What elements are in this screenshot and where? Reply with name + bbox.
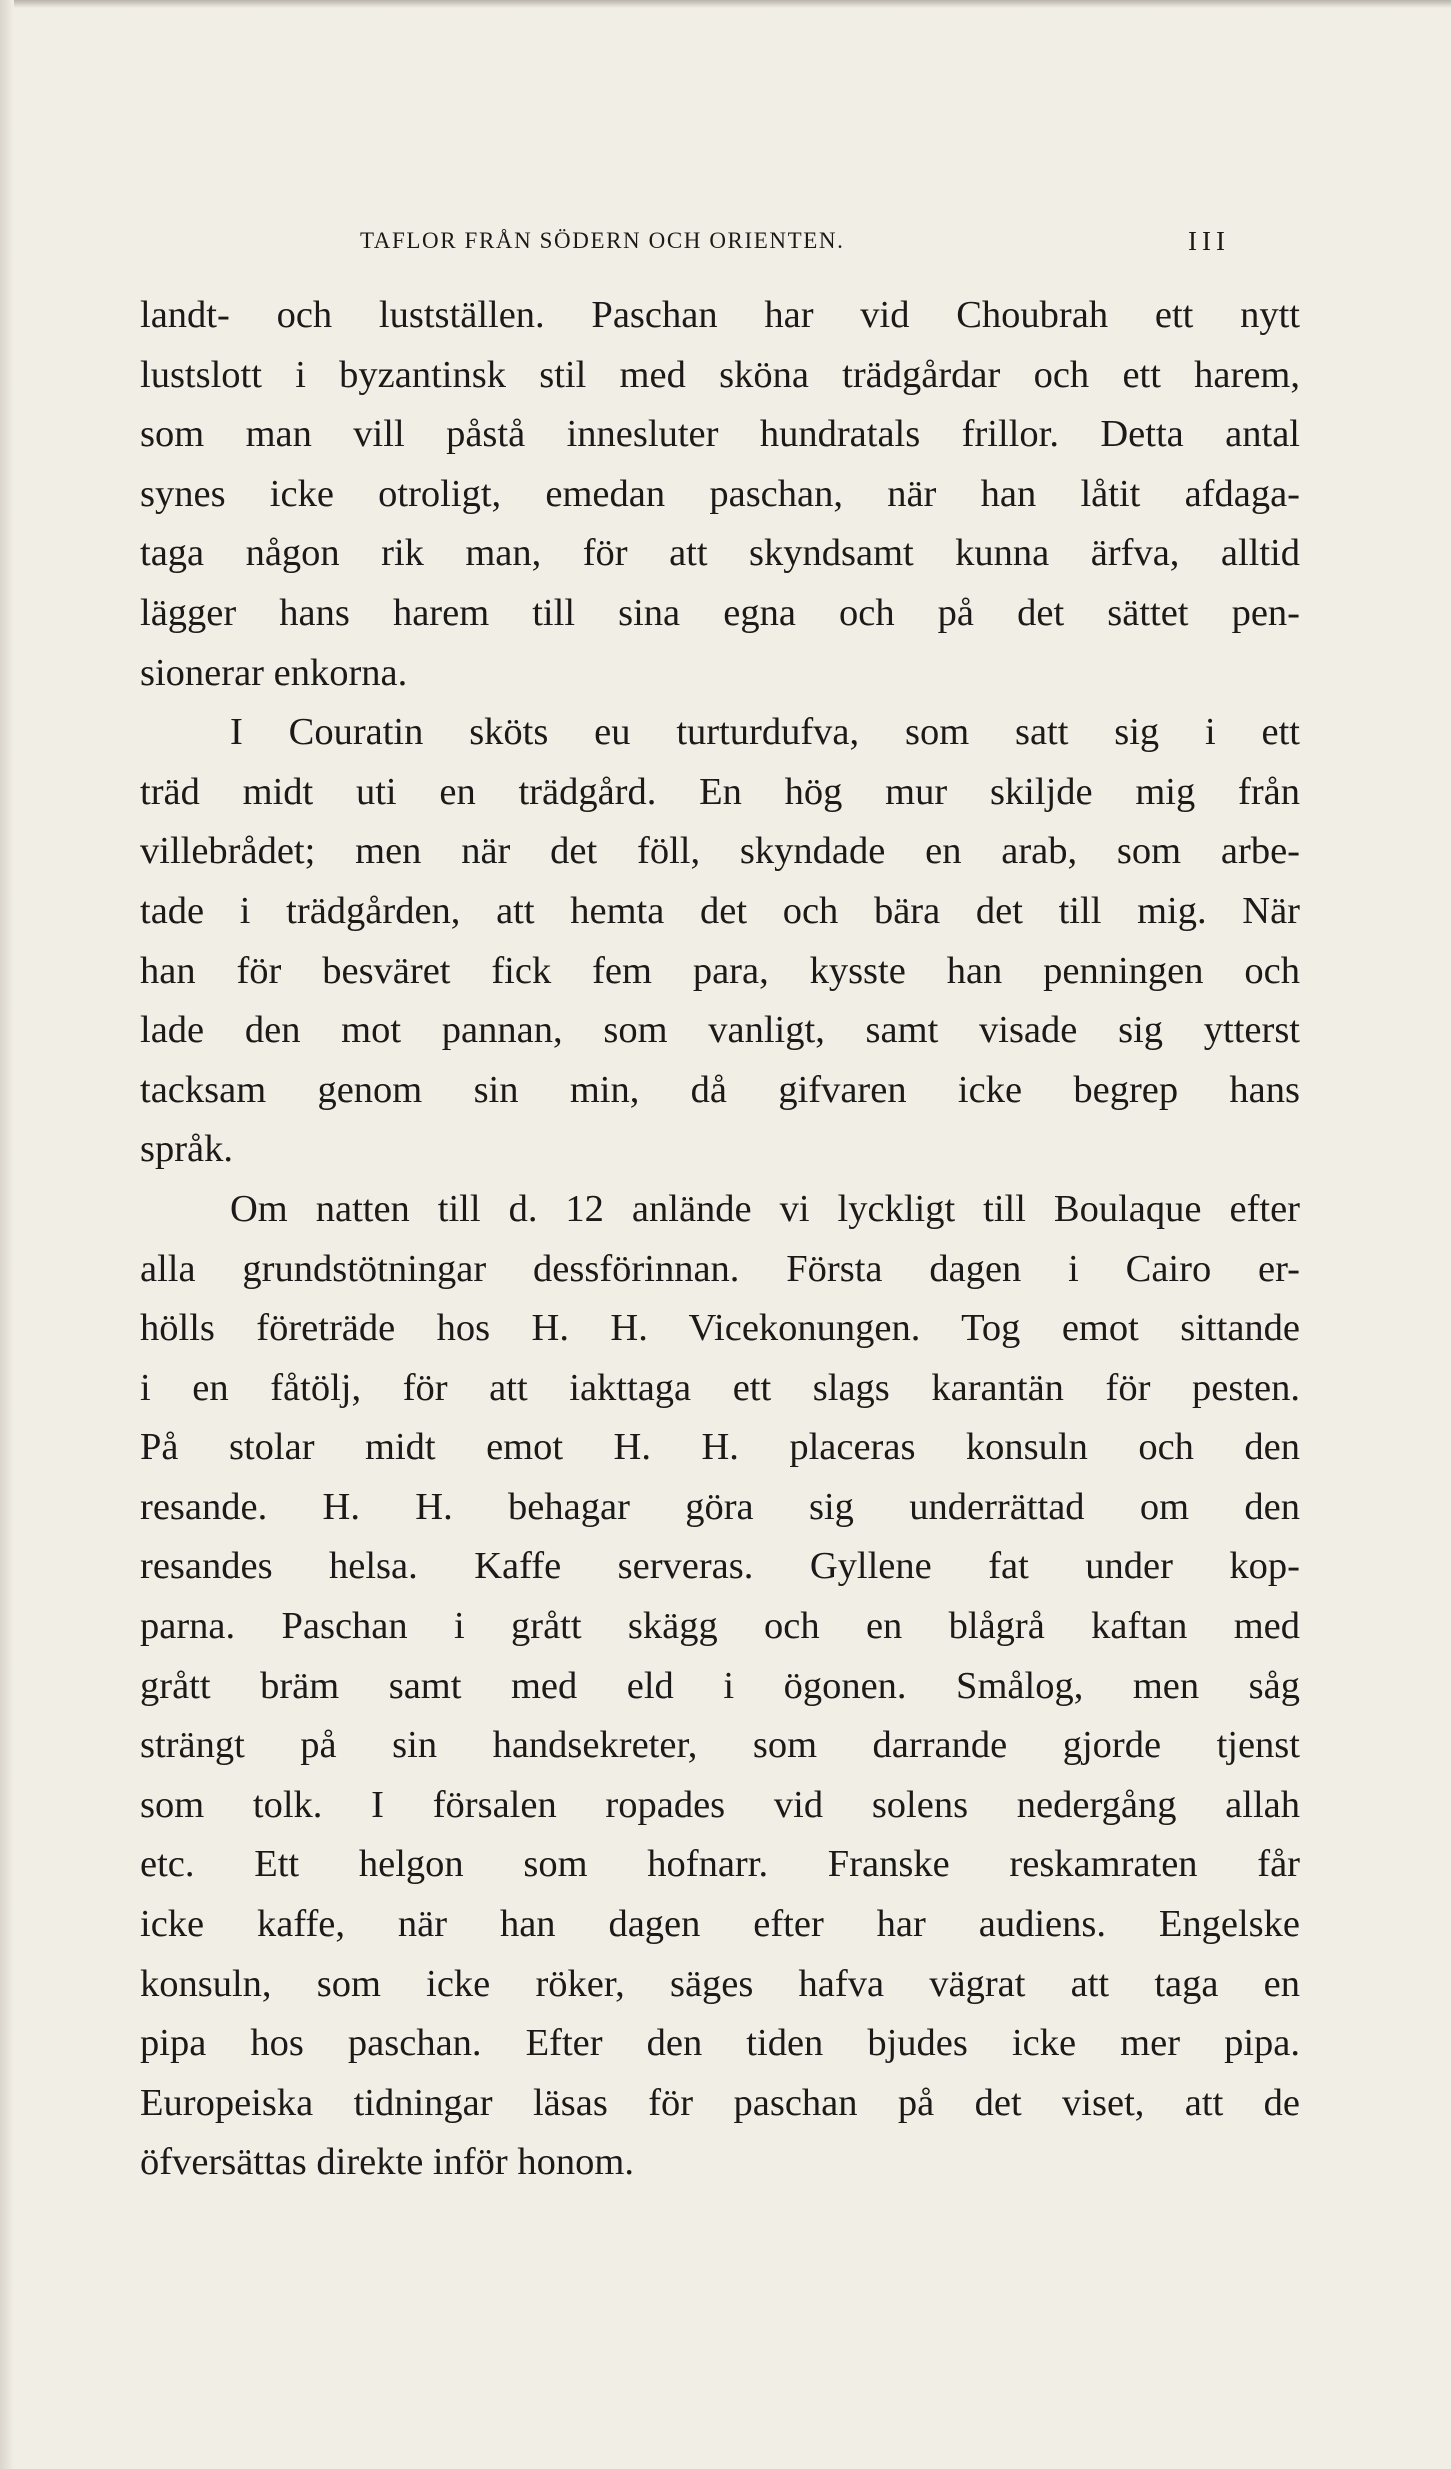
text-line: i en fåtölj, för att iakttaga ett slags karantän för pesten.: [140, 1366, 1300, 1409]
text-line: taga någon rik man, för att skyndsamt kunna ärfva, alltid: [140, 532, 1300, 575]
text-line: som tolk. I försalen ropades vid solens nedergång allah: [140, 1783, 1300, 1826]
text-line: lägger hans harem till sina egna och på det sättet pen-: [140, 591, 1300, 634]
text-line: pipa hos paschan. Efter den tiden bjudes icke mer pipa.: [140, 2022, 1300, 2065]
text-line: språk.: [140, 1128, 234, 1171]
text-line: På stolar midt emot H. H. placeras konsuln och den: [140, 1426, 1300, 1469]
body-text: [140, 286, 1300, 2193]
running-title: TAFLOR FRÅN SÖDERN OCH ORIENTEN.: [360, 228, 845, 253]
text-line: öfversättas direkte inför honom.: [140, 2141, 634, 2184]
page-left-edge: [0, 0, 14, 2469]
text-line: landt- och lustställen. Paschan har vid Choubrah ett nytt: [140, 294, 1300, 336]
text-line: resande. H. H. behagar göra sig underrättad om den: [140, 1485, 1300, 1528]
text-line: hölls företräde hos H. H. Vicekonungen. Tog emot sittande: [140, 1307, 1300, 1350]
text-line: synes icke otroligt, emedan paschan, när han låtit afdaga-: [140, 472, 1300, 515]
text-line: lade den mot pannan, som vanligt, samt visade sig ytterst: [140, 1009, 1300, 1052]
text-line: icke kaffe, när han dagen efter har audiens. Engelske: [140, 1903, 1300, 1946]
text-line: träd midt uti en trädgård. En hög mur skiljde mig från: [140, 770, 1300, 813]
text-line: etc. Ett helgon som hofnarr. Franske reskamraten får: [140, 1843, 1300, 1886]
text-line: resandes helsa. Kaffe serveras. Gyllene fat under kop-: [140, 1545, 1300, 1588]
running-head: [360, 228, 1240, 268]
text-line: som man vill påstå innesluter hundratals frillor. Detta antal: [140, 413, 1300, 456]
text-line: Europeiska tidningar läsas för paschan på det viset, att de: [140, 2081, 1300, 2124]
paragraph-start-line: Om natten till d. 12 anlände vi lyckligt till Boulaque efter: [230, 1187, 1300, 1230]
text-line: sionerar enkorna.: [140, 651, 408, 694]
page-top-edge: [0, 0, 1451, 8]
text-line: lustslott i byzantinsk stil med sköna trädgårdar och ett harem,: [140, 353, 1300, 396]
text-line: konsuln, som icke röker, säges hafva vägrat att taga en: [140, 1962, 1300, 2005]
paragraph-start-line: I Couratin sköts eu turturdufva, som satt sig i ett: [230, 711, 1300, 754]
text-line: tacksam genom sin min, då gifvaren icke begrep hans: [140, 1068, 1300, 1111]
text-line: strängt på sin handsekreter, som darrande gjorde tjenst: [140, 1724, 1300, 1767]
text-line: grått bräm samt med eld i ögonen. Smålog, men såg: [140, 1664, 1300, 1707]
text-line: alla grundstötningar dessförinnan. Första dagen i Cairo er-: [140, 1247, 1300, 1290]
text-line: parna. Paschan i grått skägg och en blågrå kaftan med: [140, 1605, 1300, 1648]
page-number: III: [1188, 226, 1230, 256]
text-line: villebrådet; men när det föll, skyndade en arab, som arbe-: [140, 830, 1300, 873]
text-line: tade i trädgården, att hemta det och bära det till mig. När: [140, 889, 1300, 932]
text-line: han för besväret fick fem para, kysste han penningen och: [140, 949, 1300, 992]
